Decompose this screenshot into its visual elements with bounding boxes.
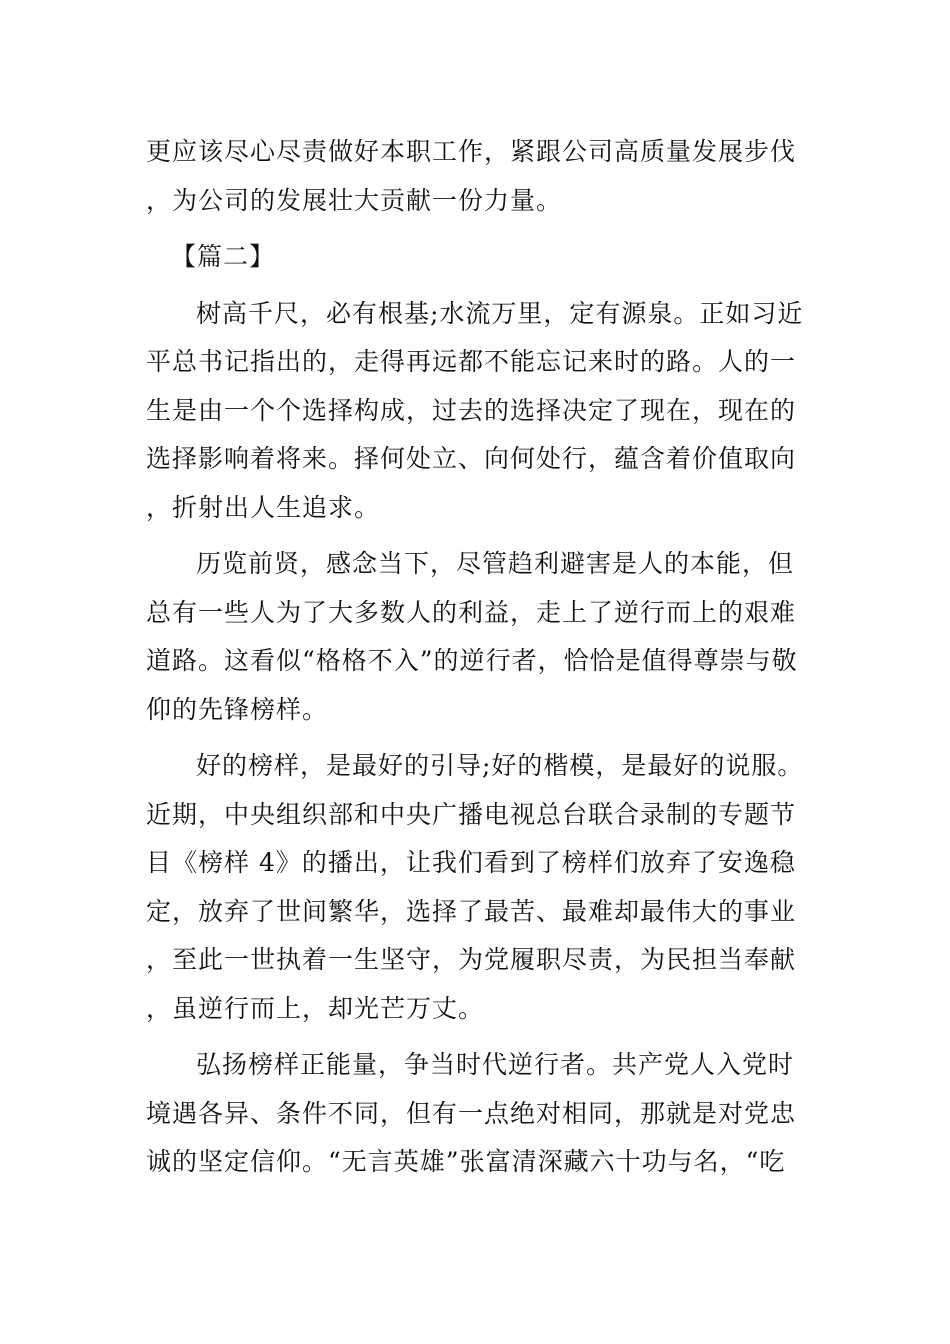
- section-heading: 【篇二】: [171, 242, 276, 271]
- paragraph-continuation: 更应该尽心尽责做好本职工作，紧跟公司高质量发展步伐，为公司的发展壮大贡献一份力量。: [146, 137, 797, 215]
- paragraph: 历览前贤，感念当下，尽管趋利避害是人的本能，但总有一些人为了大多数人的利益，走上了逆行而上的艰难道路。这看似“格格不入”的逆行者，恰恰是值得尊崇与敬仰的先锋榜样。: [146, 549, 798, 724]
- paragraph: 好的榜样，是最好的引导;好的楷模，是最好的说服。近期，中央组织部和中央广播电视总台联合录制的专题节目《榜样 4》的播出，让我们看到了榜样们放弃了安逸稳定，放弃了世间繁华，选择了最苦、最难却最伟大的事业，至此一世执着一生坚守，为党履职尽责，为民担当奉献，虽逆行而上，却光芒万丈。: [146, 751, 804, 1023]
- document-body: [146, 128, 814, 1195]
- paragraph: 弘扬榜样正能量，争当时代逆行者。共产党人入党时境遇各异、条件不同，但有一点绝对相同，那就是对党忠诚的坚定信仰。“无言英雄”张富清深藏六十功与名，“吃: [146, 1050, 797, 1176]
- paragraph: 树高千尺，必有根基;水流万里，定有源泉。正如习近平总书记指出的，走得再远都不能忘记来时的路。人的一生是由一个个选择构成，过去的选择决定了现在，现在的选择影响着将来。择何处立、向何处行，蕴含着价值取向，折射出人生追求。: [146, 298, 804, 522]
